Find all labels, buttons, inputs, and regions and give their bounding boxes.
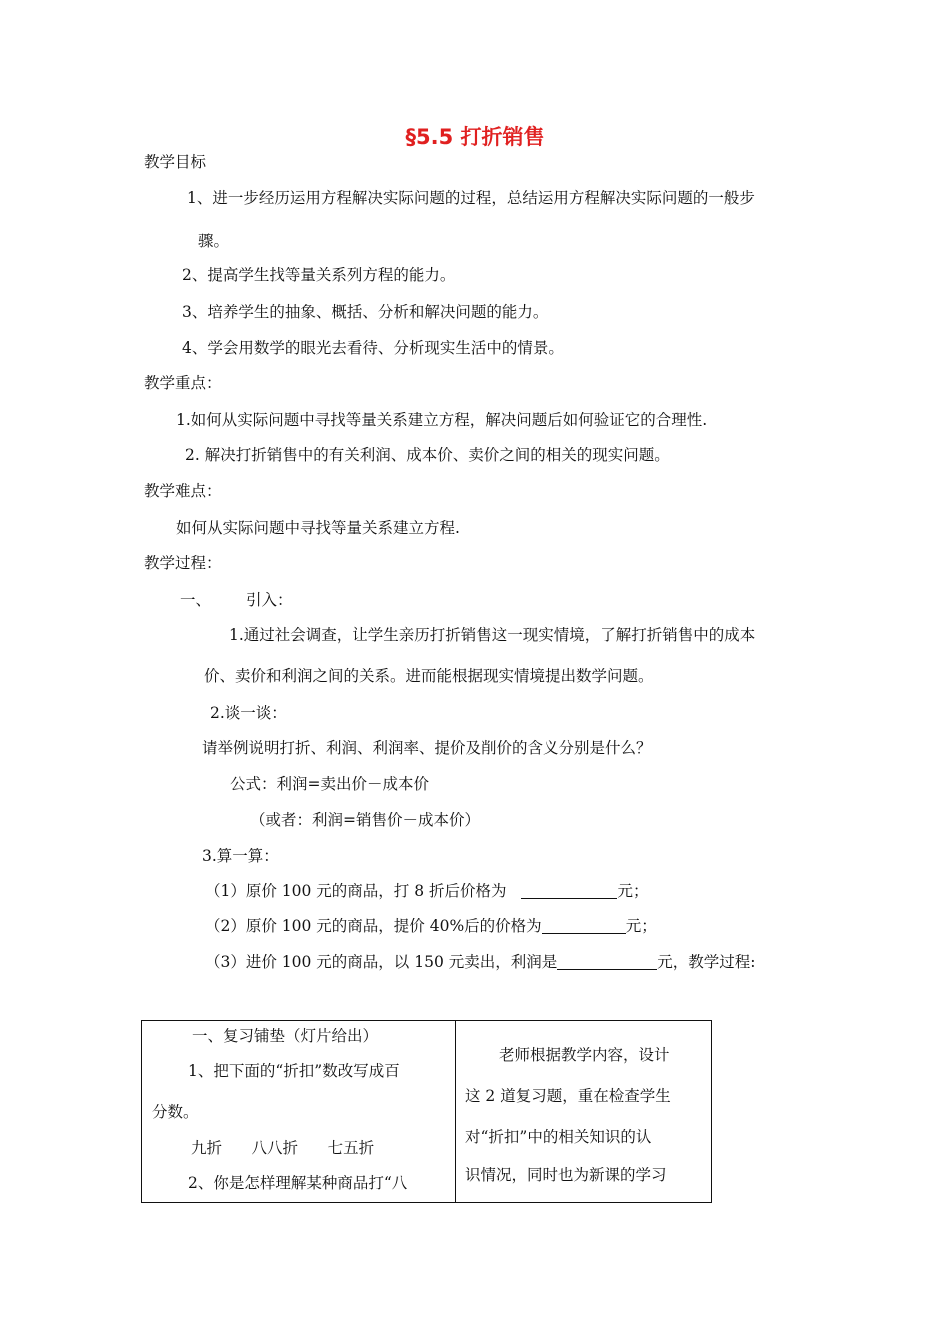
section-1-number: 一、 <box>180 591 212 609</box>
goal-item-4: 4、学会用数学的眼光去看待、分析现实生活中的情景。 <box>182 339 564 357</box>
lesson-table <box>141 1020 712 1203</box>
goals-heading: 教学目标 <box>144 153 207 171</box>
table-left-line-4: 九折 八八折 七五折 <box>191 1139 375 1157</box>
difficulty-item-1: 如何从实际问题中寻找等量关系建立方程. <box>176 519 460 537</box>
goal-item-1-line-2: 骤。 <box>198 232 230 250</box>
goal-item-3: 3、培养学生的抽象、概括、分析和解决问题的能力。 <box>182 303 549 321</box>
talk-question: 请举例说明打折、利润、利润率、提价及削价的含义分别是什么？ <box>202 739 652 757</box>
question-3 <box>205 952 755 972</box>
question-1 <box>205 881 648 901</box>
table-right-line-2: 这 2 道复习题，重在检查学生 <box>465 1087 671 1105</box>
question-3-text: （3）进价 100 元的商品，以 150 元卖出，利润是 <box>205 953 558 971</box>
formula: 公式：利润=卖出价－成本价 <box>230 775 429 793</box>
table-right-line-1: 老师根据教学内容，设计 <box>499 1046 670 1064</box>
question-1-answer-blank[interactable] <box>521 882 617 899</box>
question-1-text: （1）原价 100 元的商品，打 8 折后价格为 <box>205 882 507 900</box>
table-right-line-4: 识情况，同时也为新课的学习 <box>465 1166 667 1184</box>
question-2-answer-blank[interactable] <box>542 917 626 934</box>
intro-paragraph-line-2: 价、卖价和利润之间的关系。进而能根据现实情境提出数学问题。 <box>204 667 654 685</box>
question-3-answer-blank[interactable] <box>557 953 657 970</box>
key-points-heading: 教学重点： <box>144 374 222 392</box>
table-left-line-2: 1、把下面的“折扣”数改写成百 <box>188 1062 400 1080</box>
table-column-divider <box>455 1021 456 1202</box>
table-left-line-3: 分数。 <box>152 1103 199 1121</box>
difficulties-heading: 教学难点： <box>144 482 222 500</box>
key-point-item-2: 2. 解决打折销售中的有关利润、成本价、卖价之间的相关的现实问题。 <box>185 446 670 464</box>
question-1-unit: 元； <box>617 882 649 900</box>
table-right-line-3: 对“折扣”中的相关知识的认 <box>465 1128 652 1146</box>
question-2-unit: 元； <box>625 917 657 935</box>
question-2 <box>205 916 657 936</box>
goal-item-1-line-1: 1、进一步经历运用方程解决实际问题的过程，总结运用方程解决实际问题的一般步 <box>187 189 755 207</box>
page-title: §5.5 打折销售 <box>405 125 545 149</box>
table-left-line-5: 2、你是怎样理解某种商品打“八 <box>188 1174 408 1192</box>
intro-paragraph-line-1: 1.通过社会调查，让学生亲历打折销售这一现实情境，了解打折销售中的成本 <box>229 626 756 644</box>
calculate-heading: 3.算一算： <box>202 847 279 865</box>
talk-heading: 2.谈一谈： <box>210 704 287 722</box>
goal-item-2: 2、提高学生找等量关系列方程的能力。 <box>182 266 456 284</box>
key-point-item-1: 1.如何从实际问题中寻找等量关系建立方程，解决问题后如何验证它的合理性. <box>176 411 708 429</box>
question-2-text: （2）原价 100 元的商品，提价 40%后的价格为 <box>205 917 542 935</box>
table-left-line-1: 一、复习铺垫（灯片给出） <box>192 1027 379 1045</box>
section-1-label: 引入： <box>246 591 293 609</box>
formula-alternative: （或者：利润=销售价－成本价） <box>250 811 480 829</box>
question-3-unit: 元，教学过程: <box>657 953 756 971</box>
process-heading: 教学过程： <box>144 554 222 572</box>
